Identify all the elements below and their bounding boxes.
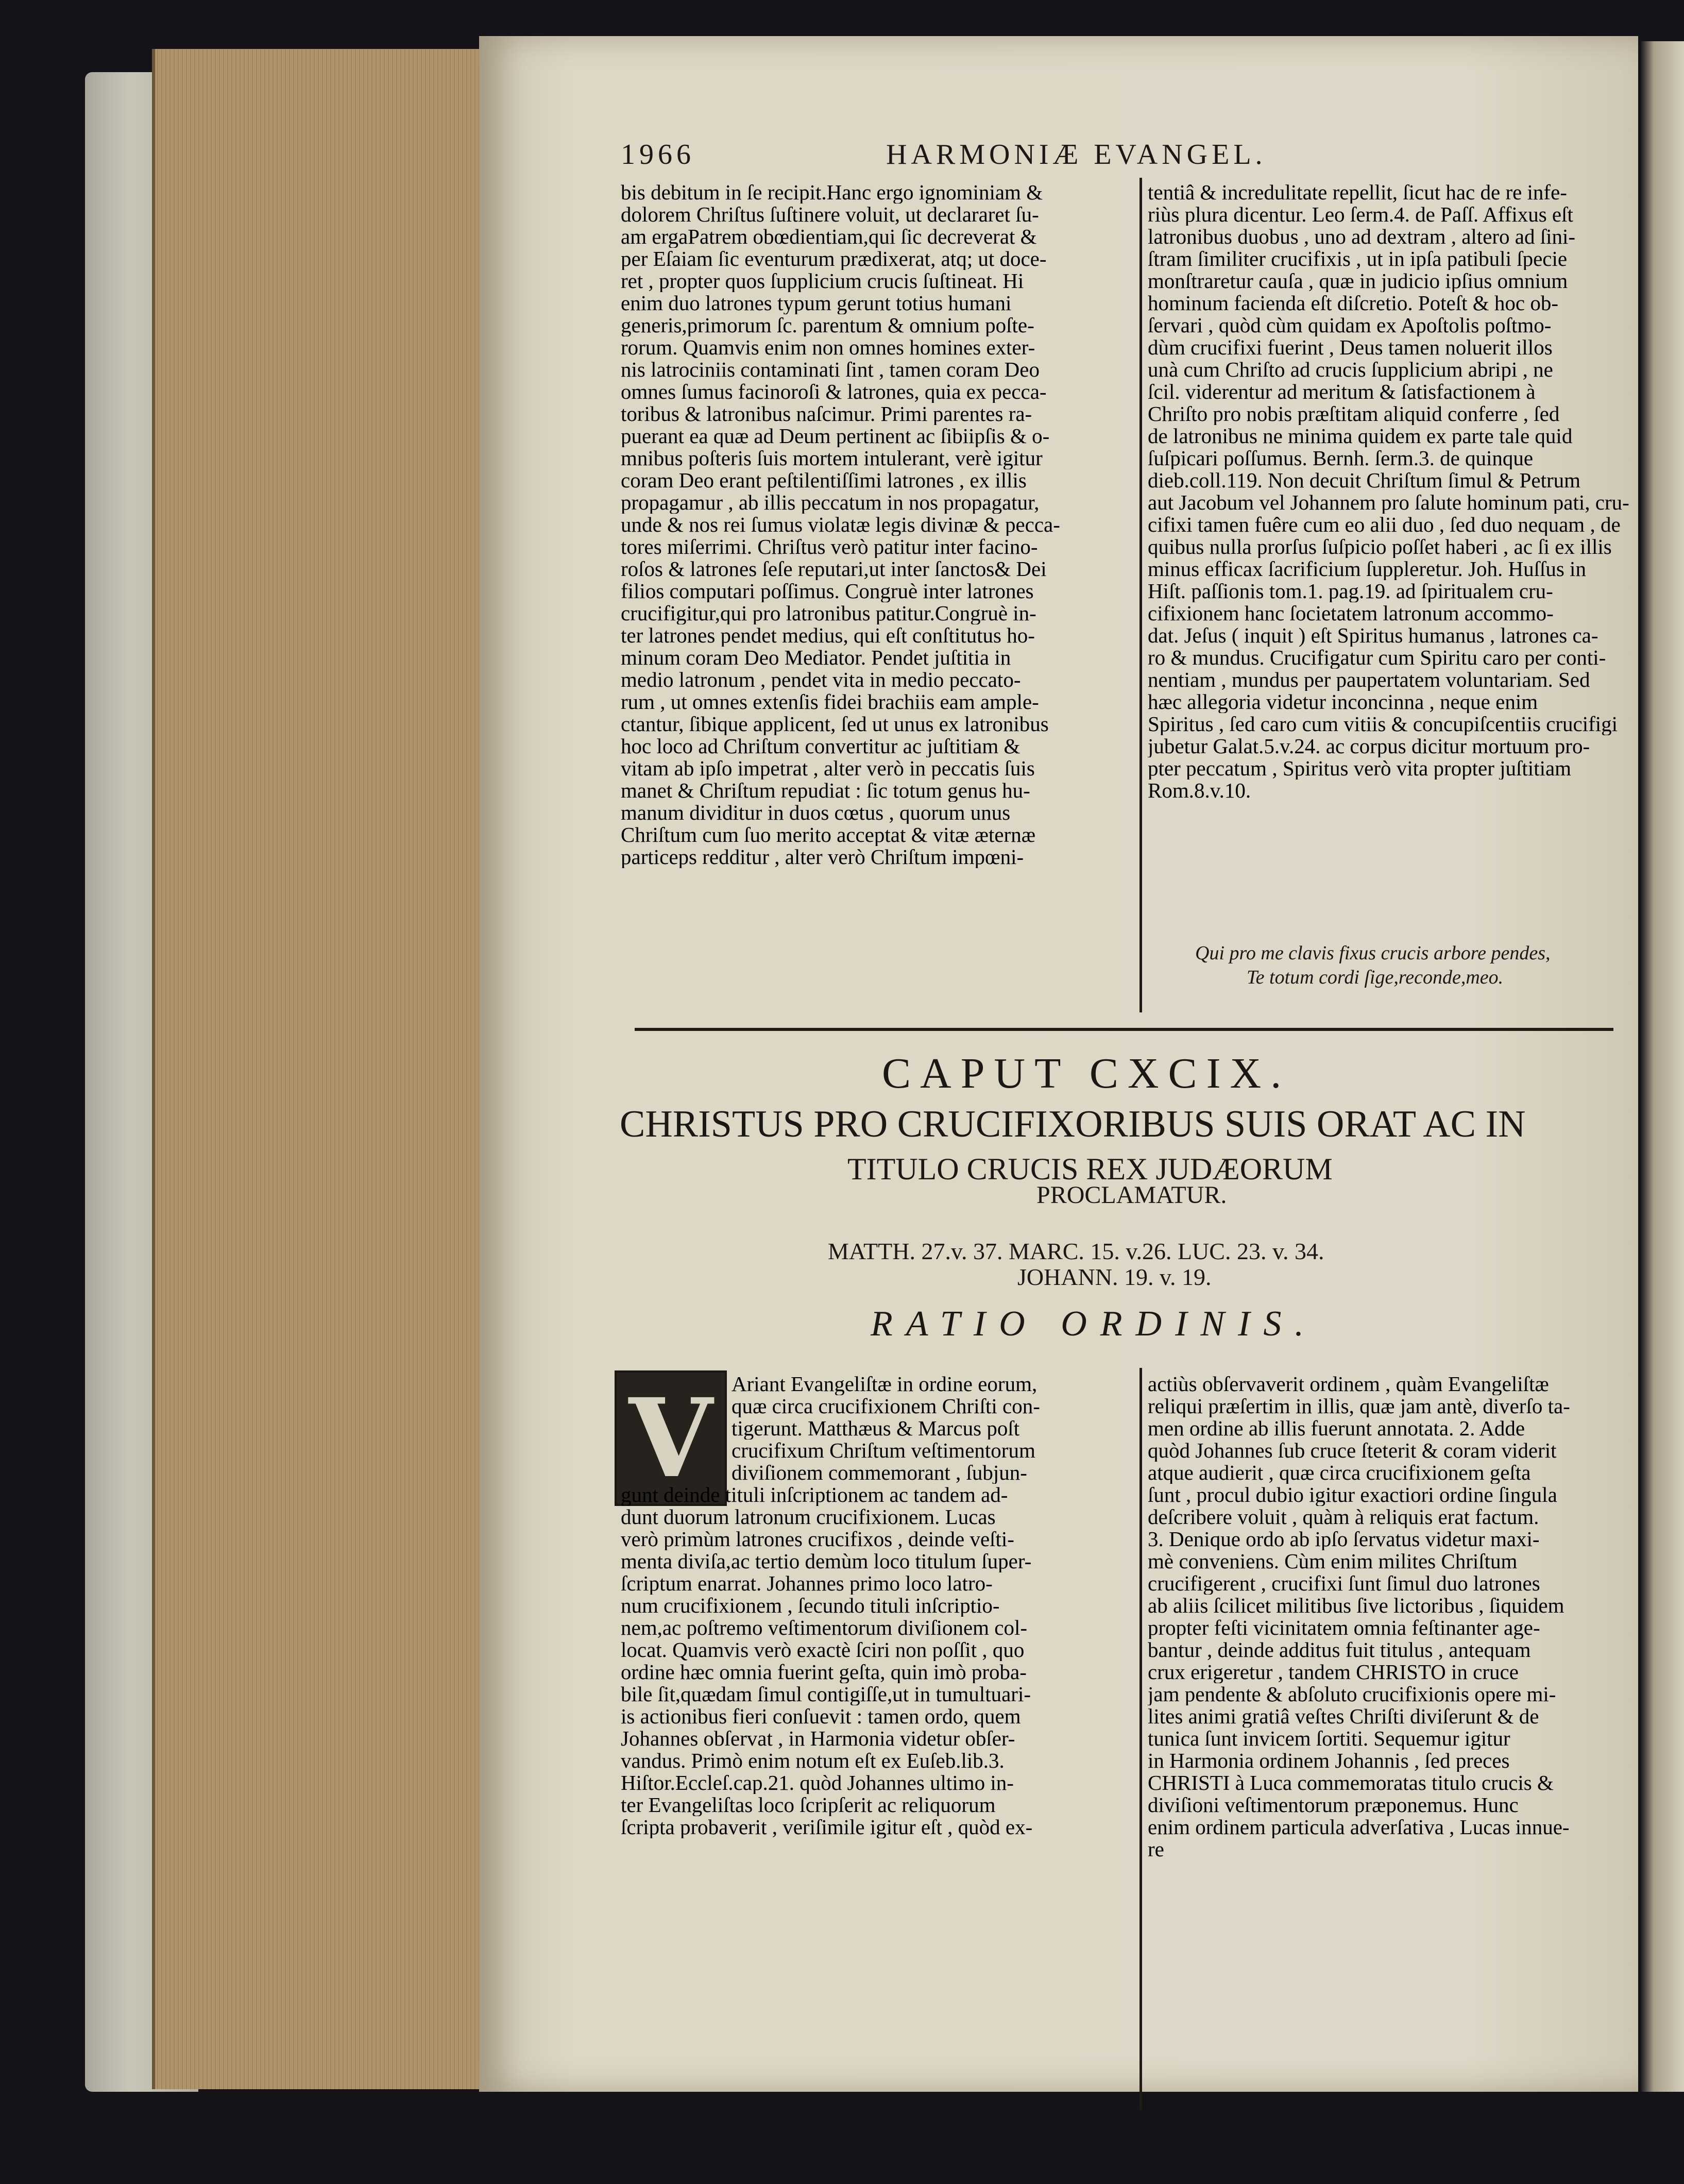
text-line: reliqui præſertim in illis, quæ jam antè, diverſo ta- [1148,1395,1570,1417]
page-number: 1966 [621,139,695,171]
text-line: ſtram ſimiliter crucifixis , ut in ipſa patibuli ſpecie [1148,248,1568,270]
text-line: verò primùm latrones crucifixos , deinde veſti- [621,1528,1014,1550]
text-line: quæ circa crucifixionem Chriſti con- [732,1395,1040,1417]
text-line: quibus nulla prorſus ſuſpicio poſſet haberi , ac ſi ex illis [1148,536,1612,558]
text-line: ſunt , procul dubio igitur exactiori ordine ſingula [1148,1484,1557,1506]
text-line: Rom.8.v.10. [1148,780,1251,802]
text-line: pter peccatum , Spiritus verò vita propter juſtitiam [1148,757,1572,780]
text-line: rorum. Quamvis enim non omnes homines exter- [621,336,1035,359]
text-line: lites animi gratiâ veſtes Chriſti diviſerunt & de [1148,1705,1539,1728]
text-line: minum coram Deo Mediator. Pendet juſtitia in [621,647,1011,669]
verse-line-1: Qui pro me clavis fixus crucis arbore pendes, [1195,942,1551,964]
upper-left-column [621,181,1131,868]
text-line: bis debitum in ſe recipit.Hanc ergo ignominiam & [621,181,1043,204]
text-line: omnes ſumus facinoroſi & latrones, quia ex pecca- [621,381,1047,403]
text-line: ret , propter quos ſupplicium crucis ſuſtineat. Hi [621,270,1024,292]
text-line: ſcripta probaverit , veriſimile igitur eſt , quòd ex- [621,1816,1033,1838]
text-line: manum dividitur in duos cœtus , quorum unus [621,802,1011,824]
scripture-refs-line-2: JOHANN. 19. v. 19. [1017,1264,1212,1290]
text-line: menta diviſa,ac tertio demùm loco titulum ſuper- [621,1550,1032,1572]
text-line: aut Jacobum vel Johannem pro ſalute hominum pati, cru- [1148,492,1629,514]
text-line: nentiam , mundus per paupertatem voluntariam. Sed [1148,669,1590,691]
text-line: tigerunt. Matthæus & Marcus poſt [732,1417,1020,1440]
text-line: roſos & latrones ſeſe reputari,ut inter ſanctos& Dei [621,558,1047,580]
text-line: dunt duorum latronum crucifixionem. Lucas [621,1506,996,1528]
text-line: manet & Chriſtum repudiat : ſic totum genus hu- [621,780,1030,802]
text-line: ter latrones pendet medius, qui eſt conſtitutus ho- [621,624,1035,647]
text-line: rum , ut omnes extenſis fidei brachiis eam ample- [621,691,1039,713]
text-line: tunica ſunt invicem ſortiti. Sequemur igitur [1148,1728,1510,1750]
text-line: 3. Denique ordo ab ipſo ſervatus videtur maxi- [1148,1528,1540,1550]
text-line: hæc allegoria videtur inconcinna , neque enim [1148,691,1538,713]
text-line: hoc loco ad Chriſtum convertitur ac juſtitiam & [621,735,1020,757]
upper-right-column [1148,181,1642,802]
text-line: ctantur, ſibique applicent, ſed ut unus ex latronibus [621,713,1049,735]
text-line: enim ordinem particula adverſativa , Lucas innue- [1148,1816,1570,1838]
scripture-refs-line-1: MATTH. 27.v. 37. MARC. 15. v.26. LUC. 23. v. 34. [828,1238,1324,1264]
text-line: cifixi tamen fuêre cum eo alii duo , ſed duo nequam , de [1148,514,1621,536]
text-line: ter Evangeliſtas loco ſcripſerit ac reliquorum [621,1794,996,1816]
text-line: toribus & latronibus naſcimur. Primi parentes ra- [621,403,1032,425]
text-line: cifixionem hanc ſocietatem latronum accommo- [1148,602,1554,624]
text-line: tores miſerrimi. Chriſtus verò patitur inter facino- [621,536,1038,558]
text-line: dat. Jeſus ( inquit ) eſt Spiritus humanus , latrones ca- [1148,624,1598,647]
text-line: hominum facienda eſt diſcretio. Poteſt & hoc ob- [1148,292,1559,314]
text-line: ſcil. viderentur ad meritum & ſatisfactionem à [1148,381,1536,403]
text-line: unde & nos rei ſumus violatæ legis divinæ & pecca- [621,514,1060,536]
text-line: bile ſit,quædam ſimul contigiſſe,ut in tumultuari- [621,1683,1031,1705]
text-line: enim duo latrones typum gerunt totius humani [621,292,1012,314]
text-line: am ergaPatrem obœdientiam,qui ſic decreverat & [621,226,1037,248]
text-line: gunt deinde tituli inſcriptionem ac tandem ad- [621,1484,1008,1506]
text-line: ordine hæc omnia fuerint geſta, quin imò proba- [621,1661,1027,1683]
adjacent-page-edge [1641,41,1684,2092]
lower-left-column [621,1484,1131,1838]
initial-letter: V [628,1375,713,1502]
text-line: in Harmonia ordinem Johannis , ſed preces [1148,1750,1510,1772]
text-line: dùm crucifixi fuerint , Deus tamen noluerit illos [1148,336,1553,359]
verse-line-2: Te totum cordi ſige,reconde,meo. [1247,967,1504,988]
text-line: diviſioni veſtimentorum præponemus. Hunc [1148,1794,1519,1816]
text-line: ſuſpicari poſſumus. Bernh. ſerm.3. de quinque [1148,447,1534,469]
chapter-title-line-3: PROCLAMATUR. [1036,1181,1227,1209]
text-line: tentiâ & incredulitate repellit, ſicut hac de re infe- [1148,181,1567,204]
text-line: jam pendente & abſoluto crucifixionis opere mi- [1148,1683,1556,1705]
lower-right-column [1148,1373,1642,1860]
text-line: de latronibus ne minima quidem ex parte tale quid [1148,425,1573,447]
text-line: vitam ab ipſo impetrat , alter verò in peccatis ſuis [621,757,1035,780]
text-line: monſtraretur cauſa , quæ in judicio ipſius omnium [1148,270,1568,292]
running-title: HARMONIÆ EVANGEL. [886,139,1267,171]
text-line: crucifigerent , crucifixi ſunt ſimul duo latrones [1148,1572,1540,1595]
text-line: jubetur Galat.5.v.24. ac corpus dicitur mortuum pro- [1148,735,1590,757]
text-line: coram Deo erant peſtilentiſſimi latrones , ex illis [621,469,1027,492]
text-line: ſervari , quòd cùm quidam ex Apoſtolis poſtmo- [1148,314,1552,336]
column-divider-upper [1139,178,1142,1012]
text-line: particeps redditur , alter verò Chriſtum impœni- [621,846,1024,868]
text-line: Hiſt. paſſionis tom.1. pag.19. ad ſpiritualem cru- [1148,580,1553,602]
text-line: dieb.coll.119. Non decuit Chriſtum ſimul & Petrum [1148,469,1581,492]
text-line: CHRISTI à Luca commemoratas titulo crucis & [1148,1772,1554,1794]
text-line: riùs plura dicentur. Leo ſerm.4. de Paſſ. Affixus eſt [1148,204,1573,226]
text-line: diviſionem commemorant , ſubjun- [732,1462,1027,1484]
text-line: nem,ac poſtremo veſtimentorum diviſionem col- [621,1617,1028,1639]
chapter-number: CAPUT CXCIX. [882,1049,1291,1097]
text-line: puerant ea quæ ad Deum pertinent ac ſibiipſis & o- [621,425,1050,447]
text-line: propter feſti vicinitatem omnia feſtinanter age- [1148,1617,1540,1639]
text-line: latronibus duobus , uno ad dextram , altero ad ſini- [1148,226,1576,248]
text-line: atque audierit , quæ circa crucifixionem geſta [1148,1462,1531,1484]
text-line: Ariant Evangeliſtæ in ordine eorum, [732,1373,1037,1395]
text-line: re [1148,1838,1164,1860]
text-line: crux erigeretur , tandem CHRISTO in cruce [1148,1661,1519,1683]
text-line: propagamur , ab illis peccatum in nos propagatur, [621,492,1040,514]
text-line: minus efficax ſacrificium ſuppleretur. Joh. Huſſus in [1148,558,1586,580]
text-line: locat. Quamvis verò exactè ſciri non poſſit , quo [621,1639,1025,1661]
text-line: per Eſaiam ſic eventurum prædixerat, atq; ut doce- [621,248,1047,270]
text-line: ro & mundus. Crucifigatur cum Spiritu caro per conti- [1148,647,1606,669]
text-line: is actionibus fieri conſuevit : tamen ordo, quem [621,1705,1021,1728]
column-divider-lower [1139,1368,1142,2110]
text-line: dolorem Chriſtus ſuſtinere voluit, ut declararet ſu- [621,204,1039,226]
text-line: Chriſto pro nobis præſtitam aliquid conferre , ſed [1148,403,1560,425]
text-line: crucifixum Chriſtum veſtimentorum [732,1440,1035,1462]
text-line: filios computari poſſimus. Congruè inter latrones [621,580,1034,602]
text-line: generis,primorum ſc. parentum & omnium poſte- [621,314,1034,336]
text-line: medio latronum , pendet vita in medio peccato- [621,669,1021,691]
chapter-rule [635,1028,1613,1031]
text-line: bantur , deinde additus fuit titulus , antequam [1148,1639,1531,1661]
text-line: actiùs obſervaverit ordinem , quàm Evangeliſtæ [1148,1373,1549,1395]
text-line: ſcriptum enarrat. Johannes primo loco latro- [621,1572,993,1595]
text-line: crucifigitur,qui pro latronibus patitur.Congruè in- [621,602,1036,624]
text-line: unà cum Chriſto ad crucis ſupplicium abripi , ne [1148,359,1553,381]
text-line: mnibus poſteris ſuis mortem intulerant, verè igitur [621,447,1043,469]
text-line: nis latrociniis contaminati ſint , tamen coram Deo [621,359,1040,381]
chapter-title-line-1: CHRISTUS PRO CRUCIFIXORIBUS SUIS ORAT AC IN [620,1103,1526,1145]
text-line: Spiritus , ſed caro cum vitiis & concupiſcentiis crucifigi [1148,713,1618,735]
text-line: vandus. Primò enim notum eſt ex Euſeb.lib.3. [621,1750,1005,1772]
text-line: mè conveniens. Cùm enim milites Chriſtum [1148,1550,1518,1572]
text-line: num crucifixionem , ſecundo tituli inſcriptio- [621,1595,1000,1617]
chapter-title-line-2: TITULO CRUCIS REX JUDÆORUM [847,1152,1333,1186]
text-line: deſcribere voluit , quàm à reliquis erat factum. [1148,1506,1539,1528]
text-line: men ordine ab illis fuerunt annotata. 2. Adde [1148,1417,1525,1440]
page-fore-edge [152,49,485,2089]
text-line: ab aliis ſcilicet militibus ſive lictoribus , ſiquidem [1148,1595,1564,1617]
text-line: Chriſtum cum ſuo merito acceptat & vitæ æternæ [621,824,1036,846]
section-title: RATIO ORDINIS. [871,1304,1317,1344]
lower-left-indented-lines [732,1373,1131,1484]
text-line: Hiſtor.Eccleſ.cap.21. quòd Johannes ultimo in- [621,1772,1014,1794]
text-line: quòd Johannes ſub cruce ſteterit & coram viderit [1148,1440,1557,1462]
text-line: Johannes obſervat , in Harmonia videtur obſer- [621,1728,1015,1750]
